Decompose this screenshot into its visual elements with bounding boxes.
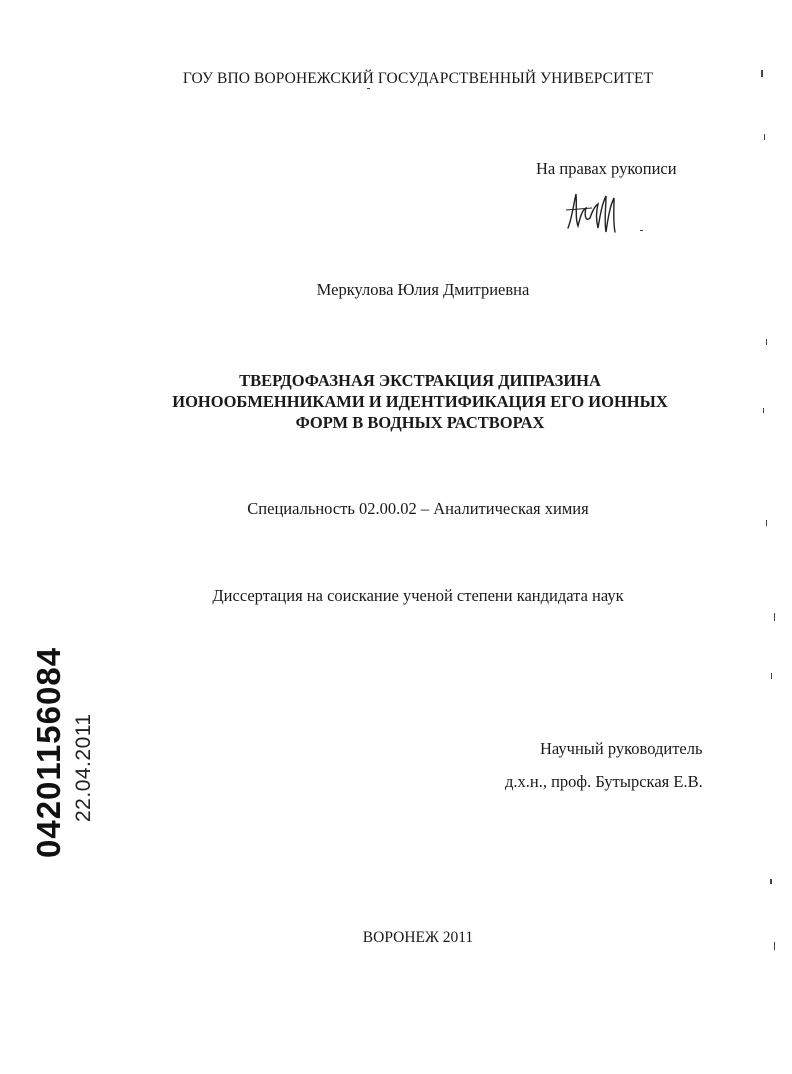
scan-speck — [766, 520, 767, 526]
scan-speck — [640, 230, 643, 231]
title-line: ИОНООБМЕННИКАМИ И ИДЕНТИФИКАЦИЯ ЕГО ИОННЫХ — [172, 392, 668, 411]
dissertation-type: Диссертация на соискание ученой степени кандидата наук — [212, 586, 624, 605]
university-header: ГОУ ВПО ВОРОНЕЖСКИЙ ГОСУДАРСТВЕННЫЙ УНИВЕРСИТЕТ — [182, 70, 654, 87]
supervisor-label: Научный руководитель — [540, 739, 703, 758]
library-stamp-date: 22.04.2011 — [72, 713, 95, 822]
speciality-line: Специальность 02.00.02 – Аналитическая химия — [247, 499, 589, 518]
scan-speck — [774, 613, 775, 621]
scan-speck — [771, 673, 772, 679]
scan-speck — [763, 408, 764, 413]
supervisor-name: д.х.н., проф. Бутырская Е.В. — [505, 772, 703, 791]
scan-speck — [764, 134, 765, 140]
city-year: ВОРОНЕЖ 2011 — [362, 929, 474, 946]
scan-speck — [774, 942, 775, 950]
dissertation-title — [0, 370, 792, 433]
rights-label: На правах рукописи — [536, 159, 677, 178]
author-name: Меркулова Юлия Дмитриевна — [316, 280, 530, 299]
title-line: ТВЕРДОФАЗНАЯ ЭКСТРАКЦИЯ ДИПРАЗИНА — [239, 371, 601, 390]
library-stamp-number: 04201156084 — [30, 646, 67, 858]
signature-icon — [562, 188, 632, 236]
scan-speck — [367, 88, 370, 89]
scan-speck — [770, 879, 772, 884]
scan-speck — [766, 339, 767, 345]
scan-speck — [761, 70, 763, 77]
title-line: ФОРМ В ВОДНЫХ РАСТВОРАХ — [295, 413, 545, 432]
